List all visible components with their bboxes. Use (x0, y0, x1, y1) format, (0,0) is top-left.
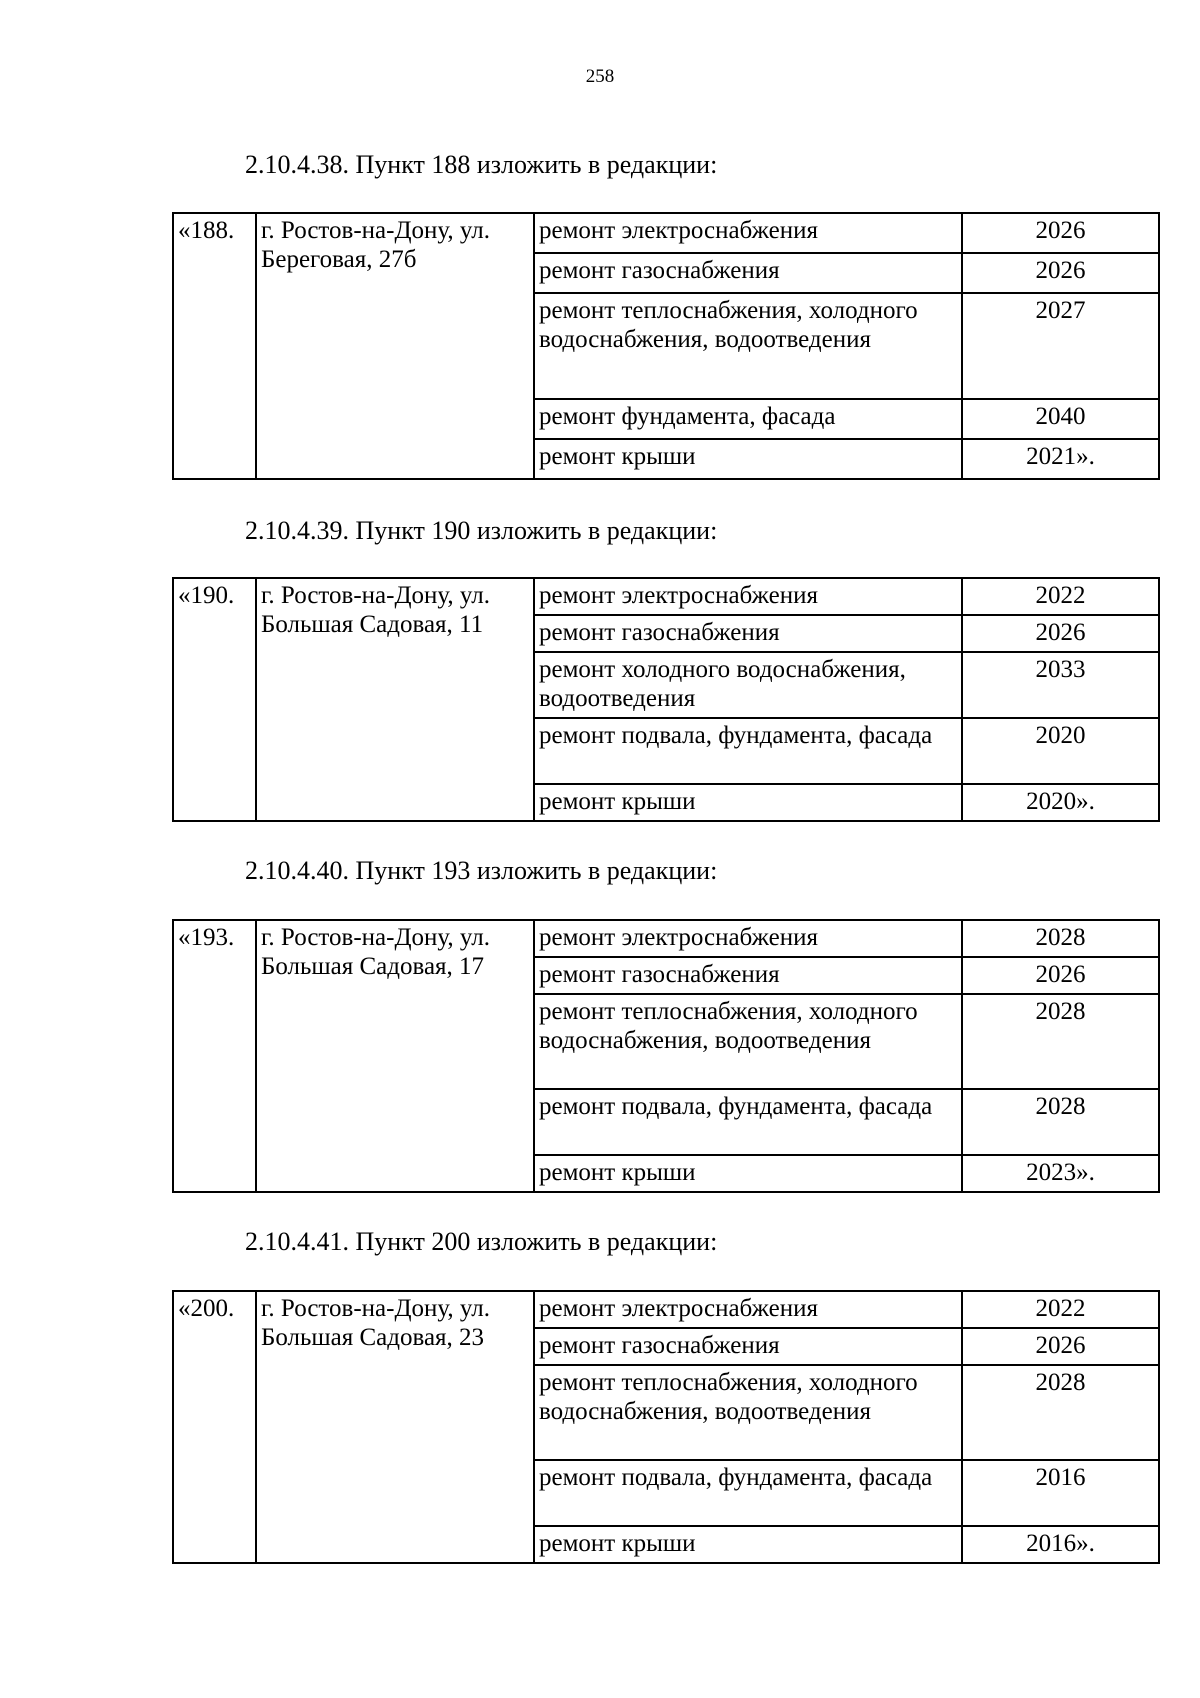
work-cell: ремонт газоснабжения (534, 957, 962, 994)
year-cell: 2028 (962, 920, 1159, 957)
year-cell: 2028 (962, 1365, 1159, 1460)
work-cell: ремонт газоснабжения (534, 253, 962, 293)
work-cell: ремонт газоснабжения (534, 1328, 962, 1365)
year-cell: 2026 (962, 957, 1159, 994)
amendment-table (172, 212, 1160, 480)
item-number: «188. (173, 213, 256, 479)
year-cell: 2021». (962, 439, 1159, 479)
work-cell: ремонт электроснабжения (534, 213, 962, 253)
work-cell: ремонт крыши (534, 1526, 962, 1563)
work-cell: ремонт электроснабжения (534, 578, 962, 615)
amendment-table (172, 919, 1160, 1193)
page-number: 258 (585, 66, 615, 87)
year-cell: 2023». (962, 1155, 1159, 1192)
table-row (173, 920, 1159, 957)
year-cell: 2022 (962, 1291, 1159, 1328)
work-cell: ремонт теплоснабжения, холодного водоснабжения, водоотведения (534, 994, 962, 1089)
year-cell: 2022 (962, 578, 1159, 615)
item-number: «193. (173, 920, 256, 1192)
address-cell: г. Ростов-на-Дону, ул. Большая Садовая, 23 (256, 1291, 534, 1563)
work-cell: ремонт теплоснабжения, холодного водоснабжения, водоотведения (534, 1365, 962, 1460)
year-cell: 2040 (962, 399, 1159, 439)
work-cell: ремонт крыши (534, 784, 962, 821)
year-cell: 2026 (962, 213, 1159, 253)
work-cell: ремонт холодного водоснабжения, водоотведения (534, 652, 962, 718)
amendment-table (172, 577, 1160, 822)
section-heading: 2.10.4.40. Пункт 193 изложить в редакции: (245, 856, 718, 885)
year-cell: 2033 (962, 652, 1159, 718)
year-cell: 2020 (962, 718, 1159, 784)
work-cell: ремонт газоснабжения (534, 615, 962, 652)
address-cell: г. Ростов-на-Дону, ул. Большая Садовая, 11 (256, 578, 534, 821)
year-cell: 2028 (962, 1089, 1159, 1155)
table-row (173, 1291, 1159, 1328)
section-heading: 2.10.4.39. Пункт 190 изложить в редакции: (245, 516, 718, 545)
year-cell: 2026 (962, 1328, 1159, 1365)
work-cell: ремонт крыши (534, 1155, 962, 1192)
item-number: «190. (173, 578, 256, 821)
section-heading: 2.10.4.38. Пункт 188 изложить в редакции: (245, 150, 718, 179)
year-cell: 2026 (962, 253, 1159, 293)
year-cell: 2016». (962, 1526, 1159, 1563)
year-cell: 2020». (962, 784, 1159, 821)
address-cell: г. Ростов-на-Дону, ул. Береговая, 27б (256, 213, 534, 479)
work-cell: ремонт подвала, фундамента, фасада (534, 1460, 962, 1526)
year-cell: 2016 (962, 1460, 1159, 1526)
work-cell: ремонт электроснабжения (534, 1291, 962, 1328)
work-cell: ремонт теплоснабжения, холодного водоснабжения, водоотведения (534, 293, 962, 399)
year-cell: 2027 (962, 293, 1159, 399)
year-cell: 2028 (962, 994, 1159, 1089)
work-cell: ремонт подвала, фундамента, фасада (534, 1089, 962, 1155)
section-heading: 2.10.4.41. Пункт 200 изложить в редакции: (245, 1227, 718, 1256)
table-row (173, 578, 1159, 615)
work-cell: ремонт электроснабжения (534, 920, 962, 957)
year-cell: 2026 (962, 615, 1159, 652)
table-row (173, 213, 1159, 253)
work-cell: ремонт крыши (534, 439, 962, 479)
item-number: «200. (173, 1291, 256, 1563)
work-cell: ремонт фундамента, фасада (534, 399, 962, 439)
work-cell: ремонт подвала, фундамента, фасада (534, 718, 962, 784)
amendment-table (172, 1290, 1160, 1564)
address-cell: г. Ростов-на-Дону, ул. Большая Садовая, 17 (256, 920, 534, 1192)
